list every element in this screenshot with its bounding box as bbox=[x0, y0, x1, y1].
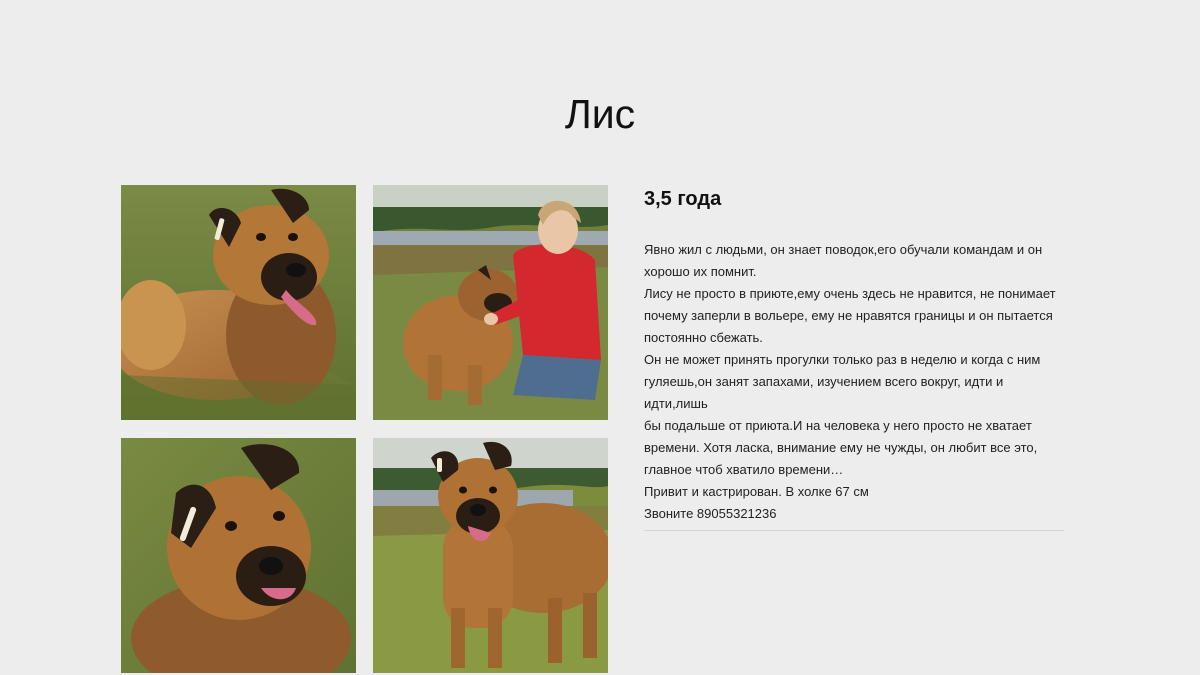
dog-photo-1[interactable] bbox=[121, 185, 356, 420]
dog-standing-image bbox=[373, 438, 608, 673]
description-line: почему заперли в вольере, ему не нравятся границы и он пытается bbox=[644, 308, 1053, 323]
divider bbox=[644, 530, 1064, 531]
description-line: хорошо их помнит. bbox=[644, 264, 757, 279]
description-line: времени. Хотя ласка, внимание ему не чужды, он любит все это, bbox=[644, 440, 1038, 455]
dog-description bbox=[644, 239, 1069, 525]
page-title: Лис bbox=[564, 91, 636, 137]
dog-with-volunteer-image bbox=[373, 185, 608, 420]
dog-photo-3[interactable] bbox=[121, 438, 356, 673]
dog-age: 3,5 года bbox=[644, 188, 722, 210]
description-line: Он не может принять прогулки только раз в неделю и когда с ним bbox=[644, 352, 1041, 367]
description-line: Привит и кастрирован. В холке 67 см bbox=[644, 484, 869, 499]
dog-info bbox=[644, 184, 1069, 525]
description-line: постоянно сбежать. bbox=[644, 330, 763, 345]
description-line: гуляешь,он занят запахами, изучением всего вокруг, идти и идти,лишь bbox=[644, 374, 1004, 411]
description-line: главное чтоб хватило времени… bbox=[644, 462, 844, 477]
dog-photo-4[interactable] bbox=[373, 438, 608, 673]
contact-phone: Звоните 89055321236 bbox=[644, 506, 777, 521]
dog-lying-image bbox=[121, 185, 356, 420]
dog-photo-2[interactable] bbox=[373, 185, 608, 420]
dog-portrait-image bbox=[121, 438, 356, 673]
description-line: Лису не просто в приюте,ему очень здесь не нравится, не понимает bbox=[644, 286, 1056, 301]
description-line: бы подальше от приюта.И на человека у него просто не хватает bbox=[644, 418, 1032, 433]
description-line: Явно жил с людьми, он знает поводок,его обучали командам и он bbox=[644, 242, 1043, 257]
